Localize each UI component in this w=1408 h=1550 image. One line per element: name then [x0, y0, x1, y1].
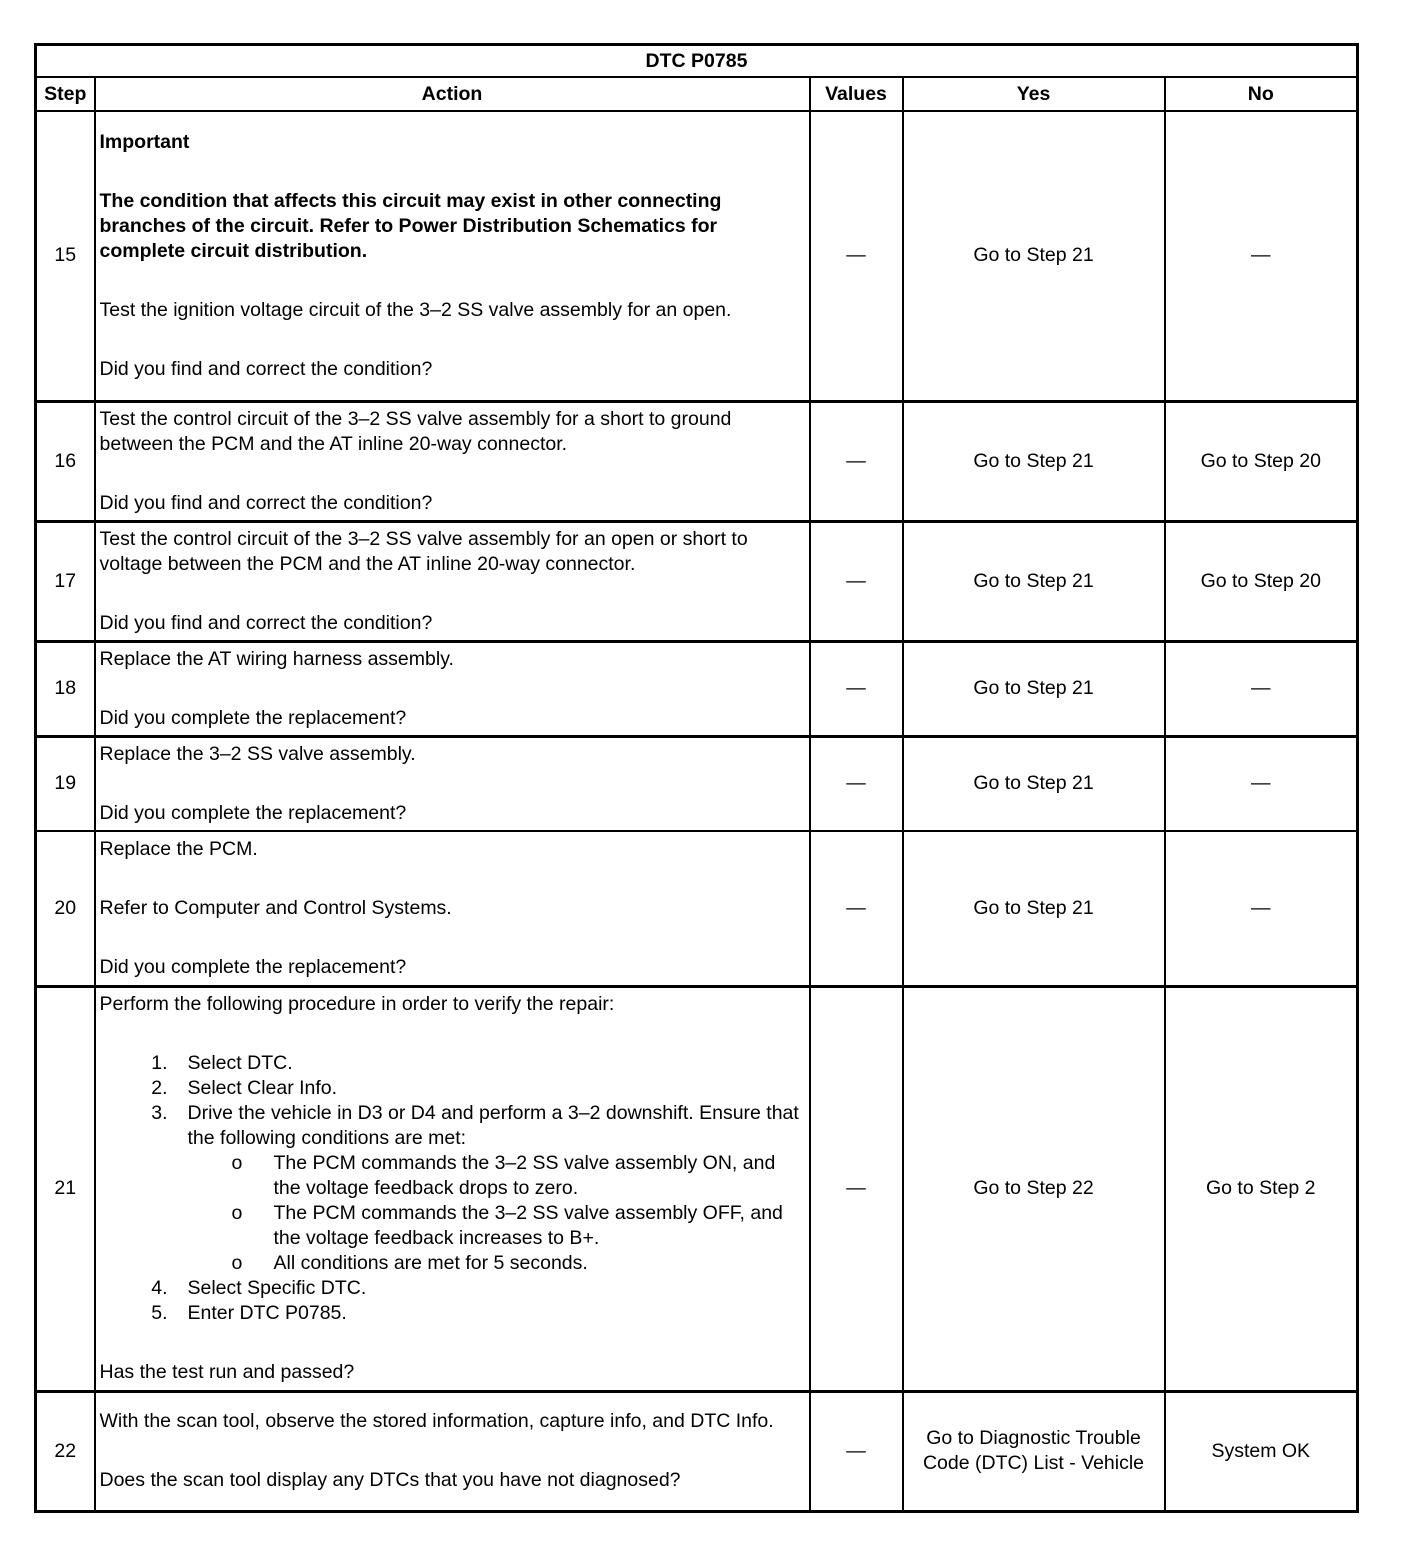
header-step: Step — [36, 77, 95, 111]
no-result: Go to Step 2 — [1165, 986, 1358, 1391]
yes-result: Go to Diagnostic Trouble Code (DTC) List - Vehicle — [903, 1391, 1165, 1511]
no-result: Go to Step 20 — [1165, 521, 1358, 641]
important-label: Important — [99, 130, 190, 153]
action-text: Replace the PCM. — [99, 837, 258, 860]
action-question: Has the test run and passed? — [99, 1361, 355, 1383]
table-row — [36, 736, 1358, 831]
procedure-list — [100, 1051, 805, 1326]
yes-result: Go to Step 21 — [903, 401, 1165, 521]
action-text: Test the control circuit of the 3–2 SS valve assembly for a short to ground between the PCM and the AT inline 20-way connector. — [99, 407, 732, 455]
action-question: Did you complete the replacement? — [99, 955, 407, 978]
step-values: — — [810, 736, 903, 831]
step-number: 19 — [36, 736, 95, 831]
action-text: Replace the AT wiring harness assembly. — [99, 647, 454, 670]
action-question: Did you complete the replacement? — [99, 706, 407, 729]
step-values: — — [810, 831, 903, 986]
table-row — [36, 401, 1358, 521]
action-question: Did you find and correct the condition? — [99, 491, 433, 514]
no-result: — — [1165, 111, 1358, 401]
step-action — [95, 521, 810, 641]
step-values: — — [810, 521, 903, 641]
no-result: — — [1165, 641, 1358, 736]
header-action: Action — [95, 77, 810, 111]
no-result: — — [1165, 736, 1358, 831]
list-item: 3. Drive the vehicle in D3 or D4 and perform a 3–2 downshift. Ensure that the following conditions are met: o The PCM commands the 3–2 SS valve assembly ON, and the voltage feedback drops to zero. o The PCM commands the 3–2 SS valve assembly OFF, and the voltage feedback increases to B+. o All conditions are met for 5 seconds. — [188, 1101, 805, 1276]
yes-result: Go to Step 21 — [903, 521, 1165, 641]
step-values: — — [810, 401, 903, 521]
step-number: 16 — [36, 401, 95, 521]
action-text: Test the control circuit of the 3–2 SS valve assembly for an open or short to voltage between the PCM and the AT inline 20-way connector. — [99, 527, 748, 575]
step-number: 20 — [36, 831, 95, 986]
list-item: o The PCM commands the 3–2 SS valve assembly ON, and the voltage feedback drops to zero. — [231, 1152, 776, 1199]
refer-text: Refer to Computer and Control Systems. — [99, 896, 452, 919]
list-item: o All conditions are met for 5 seconds. — [231, 1252, 588, 1274]
action-question: Does the scan tool display any DTCs that you have not diagnosed? — [99, 1469, 681, 1491]
list-item: 5. Enter DTC P0785. — [151, 1302, 347, 1324]
step-action — [95, 401, 810, 521]
table-row — [36, 641, 1358, 736]
important-note: The condition that affects this circuit may exist in other connecting branches of the circuit. Refer to Power Distribution Schematics for complete circuit distribution. — [99, 189, 722, 262]
step-action — [95, 111, 810, 401]
yes-result: Go to Step 21 — [903, 831, 1165, 986]
dtc-table — [34, 43, 1359, 1513]
list-item: 4. Select Specific DTC. — [151, 1277, 367, 1299]
step-action — [95, 1391, 810, 1511]
step-action — [95, 831, 810, 986]
header-values: Values — [810, 77, 903, 111]
action-text: Replace the 3–2 SS valve assembly. — [99, 742, 416, 765]
table-row — [36, 986, 1358, 1391]
action-text: Test the ignition voltage circuit of the 3–2 SS valve assembly for an open. — [99, 298, 732, 321]
step-number: 22 — [36, 1391, 95, 1511]
no-result: Go to Step 20 — [1165, 401, 1358, 521]
step-values: — — [810, 1391, 903, 1511]
table-row — [36, 521, 1358, 641]
yes-result: Go to Step 21 — [903, 111, 1165, 401]
table-title: DTC P0785 — [36, 45, 1358, 78]
step-number: 15 — [36, 111, 95, 401]
list-item: o The PCM commands the 3–2 SS valve assembly OFF, and the voltage feedback increases to B+. — [231, 1202, 783, 1249]
action-question: Did you complete the replacement? — [99, 801, 407, 824]
header-yes: Yes — [903, 77, 1165, 111]
step-values: — — [810, 986, 903, 1391]
no-result: System OK — [1165, 1391, 1358, 1511]
yes-result: Go to Step 22 — [903, 986, 1165, 1391]
condition-list — [188, 1151, 805, 1276]
step-number: 18 — [36, 641, 95, 736]
step-action — [95, 986, 810, 1391]
action-question: Did you find and correct the condition? — [99, 611, 433, 634]
table-row — [36, 111, 1358, 401]
step-number: 21 — [36, 986, 95, 1391]
step-action — [95, 641, 810, 736]
action-text: With the scan tool, observe the stored information, capture info, and DTC Info. — [99, 1410, 774, 1432]
table-row — [36, 1391, 1358, 1511]
step-values: — — [810, 641, 903, 736]
step-action — [95, 736, 810, 831]
table-row — [36, 831, 1358, 986]
list-item: 1. Select DTC. — [151, 1052, 293, 1074]
action-question: Did you find and correct the condition? — [99, 357, 433, 380]
header-no: No — [1165, 77, 1358, 111]
list-item: 2. Select Clear Info. — [151, 1077, 338, 1099]
yes-result: Go to Step 21 — [903, 641, 1165, 736]
step-number: 17 — [36, 521, 95, 641]
no-result: — — [1165, 831, 1358, 986]
step-values: — — [810, 111, 903, 401]
procedure-intro: Perform the following procedure in order to verify the repair: — [99, 993, 615, 1015]
yes-result: Go to Step 21 — [903, 736, 1165, 831]
